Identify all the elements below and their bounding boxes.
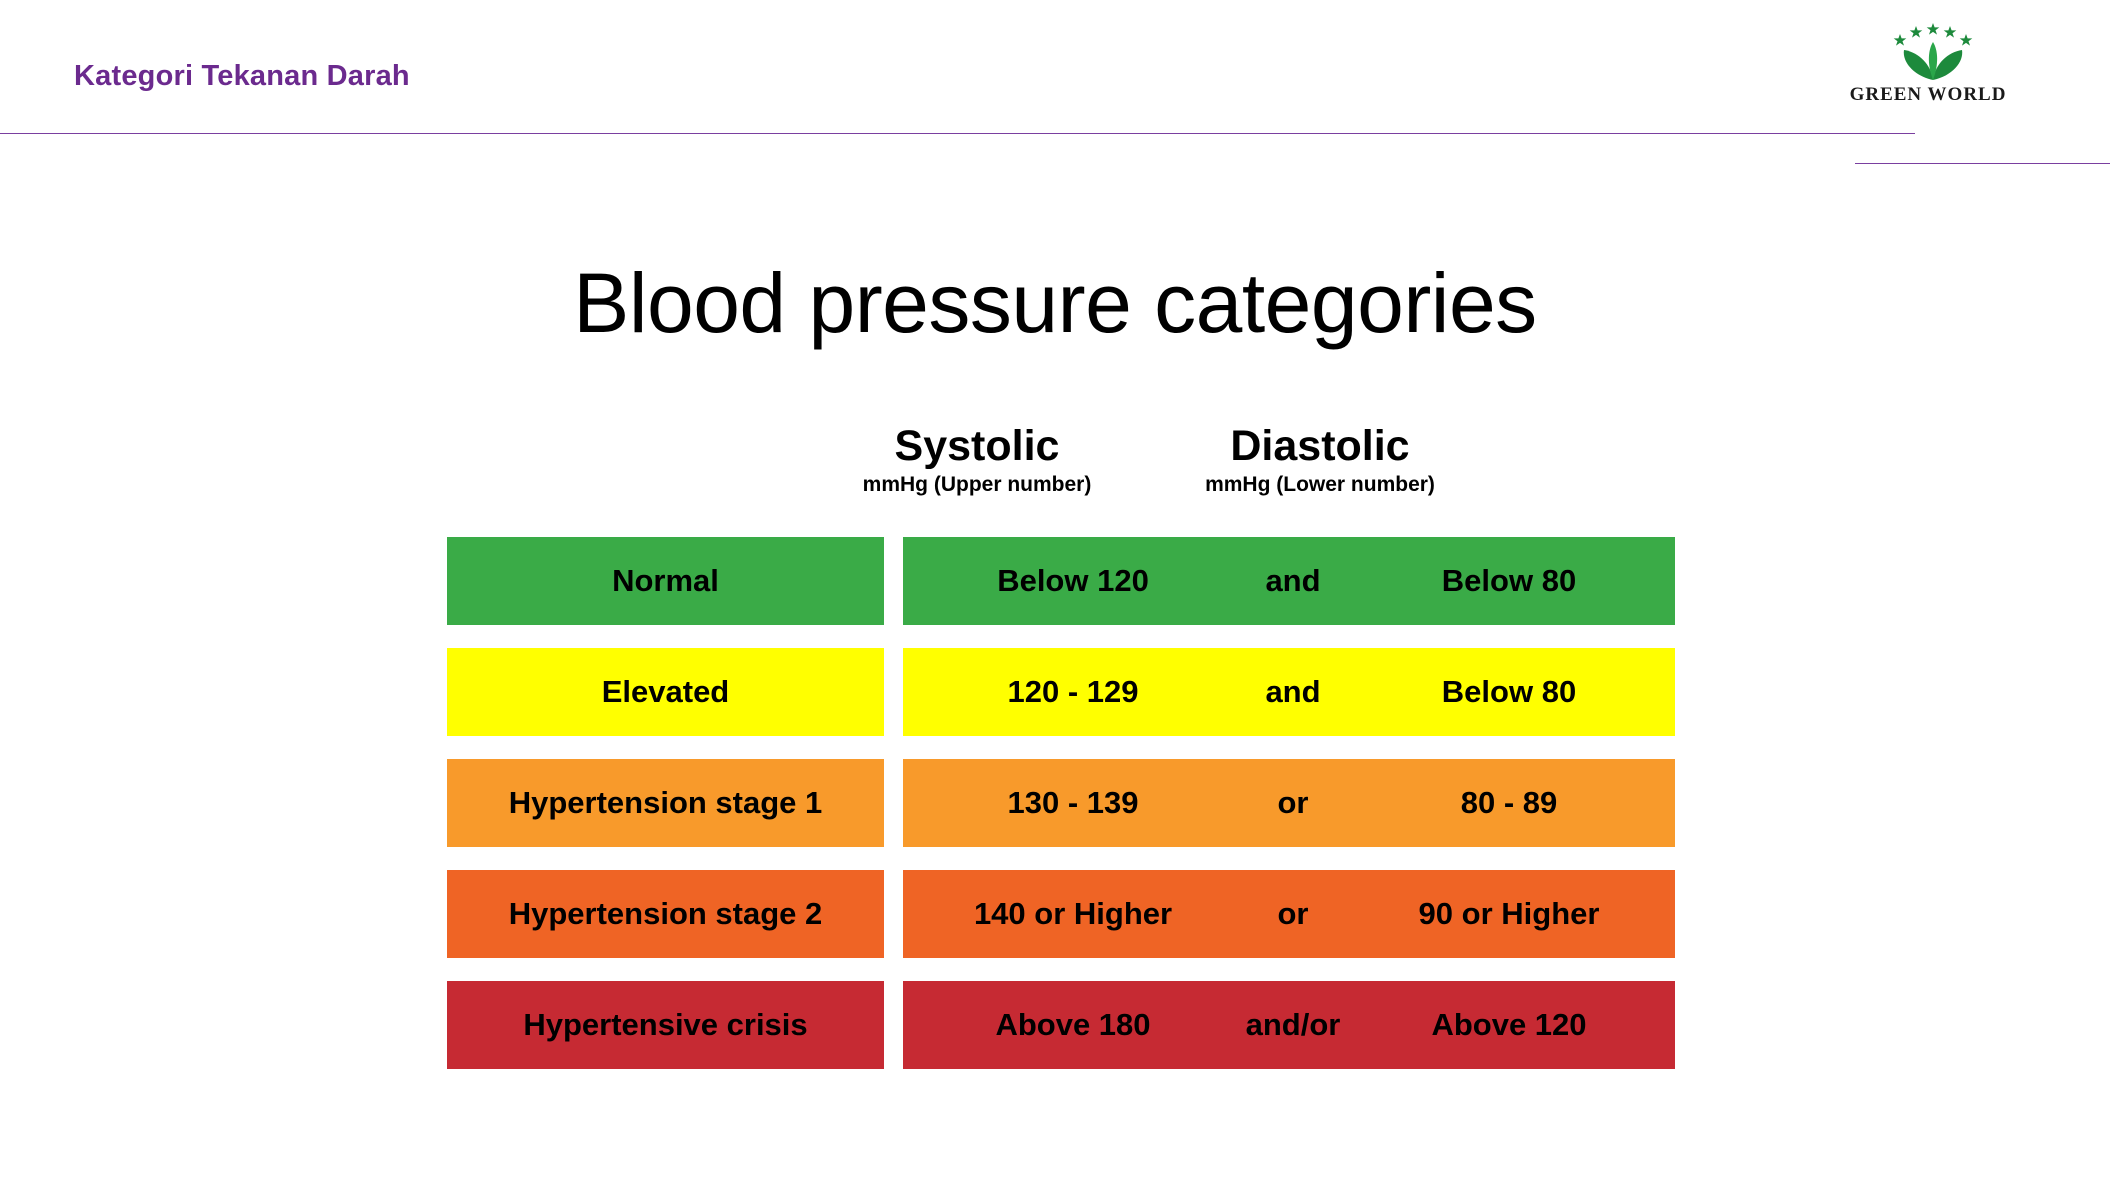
systolic-value: Above 180 (995, 1007, 1151, 1042)
values-cell (903, 870, 1675, 958)
category-cell: Normal (447, 537, 884, 625)
systolic-value: 120 - 129 (1007, 674, 1139, 709)
table-row (447, 537, 1675, 625)
systolic-value: 140 or Higher (973, 896, 1173, 931)
operator-value: and (1265, 674, 1321, 709)
values-cell (903, 648, 1675, 736)
category-cell: Hypertension stage 1 (447, 759, 884, 847)
column-header-systolic (797, 422, 1157, 497)
diastolic-value: Above 120 (1431, 1007, 1587, 1042)
systolic-unit: mmHg (Upper number) (862, 472, 1092, 496)
brand-logo (1828, 18, 2028, 118)
operator-value: and (1265, 563, 1321, 598)
category-cell: Elevated (447, 648, 884, 736)
column-header-diastolic (1140, 422, 1500, 497)
slide-title: Blood pressure categories (573, 256, 1537, 350)
diastolic-value: Below 80 (1441, 563, 1577, 598)
leaf-logo-icon (1828, 18, 2028, 90)
category-cell: Hypertension stage 2 (447, 870, 884, 958)
table-rows (447, 537, 1675, 1069)
values-cell (903, 537, 1675, 625)
table-row (447, 981, 1675, 1069)
systolic-value: Below 120 (997, 563, 1149, 598)
page-title: Kategori Tekanan Darah (74, 60, 410, 92)
diastolic-value: 80 - 89 (1460, 785, 1558, 820)
header-divider (0, 133, 1915, 134)
systolic-value: 130 - 139 (1007, 785, 1139, 820)
table-row (447, 870, 1675, 958)
table-row (447, 648, 1675, 736)
diastolic-value: Below 80 (1441, 674, 1577, 709)
values-cell (903, 759, 1675, 847)
diastolic-label: Diastolic (1230, 422, 1410, 470)
table-row (447, 759, 1675, 847)
operator-value: or (1277, 896, 1309, 931)
category-cell: Hypertensive crisis (447, 981, 884, 1069)
blood-pressure-table (447, 422, 1675, 1092)
values-cell (903, 981, 1675, 1069)
header-divider-secondary (1855, 163, 2110, 164)
operator-value: and/or (1245, 1007, 1341, 1042)
brand-logo-text: GREEN WORLD (1849, 84, 2007, 105)
operator-value: or (1277, 785, 1309, 820)
systolic-label: Systolic (894, 422, 1060, 470)
table-column-headers (447, 422, 1675, 537)
diastolic-value: 90 or Higher (1418, 896, 1600, 931)
diastolic-unit: mmHg (Lower number) (1205, 472, 1435, 496)
slide-header (0, 0, 2110, 136)
